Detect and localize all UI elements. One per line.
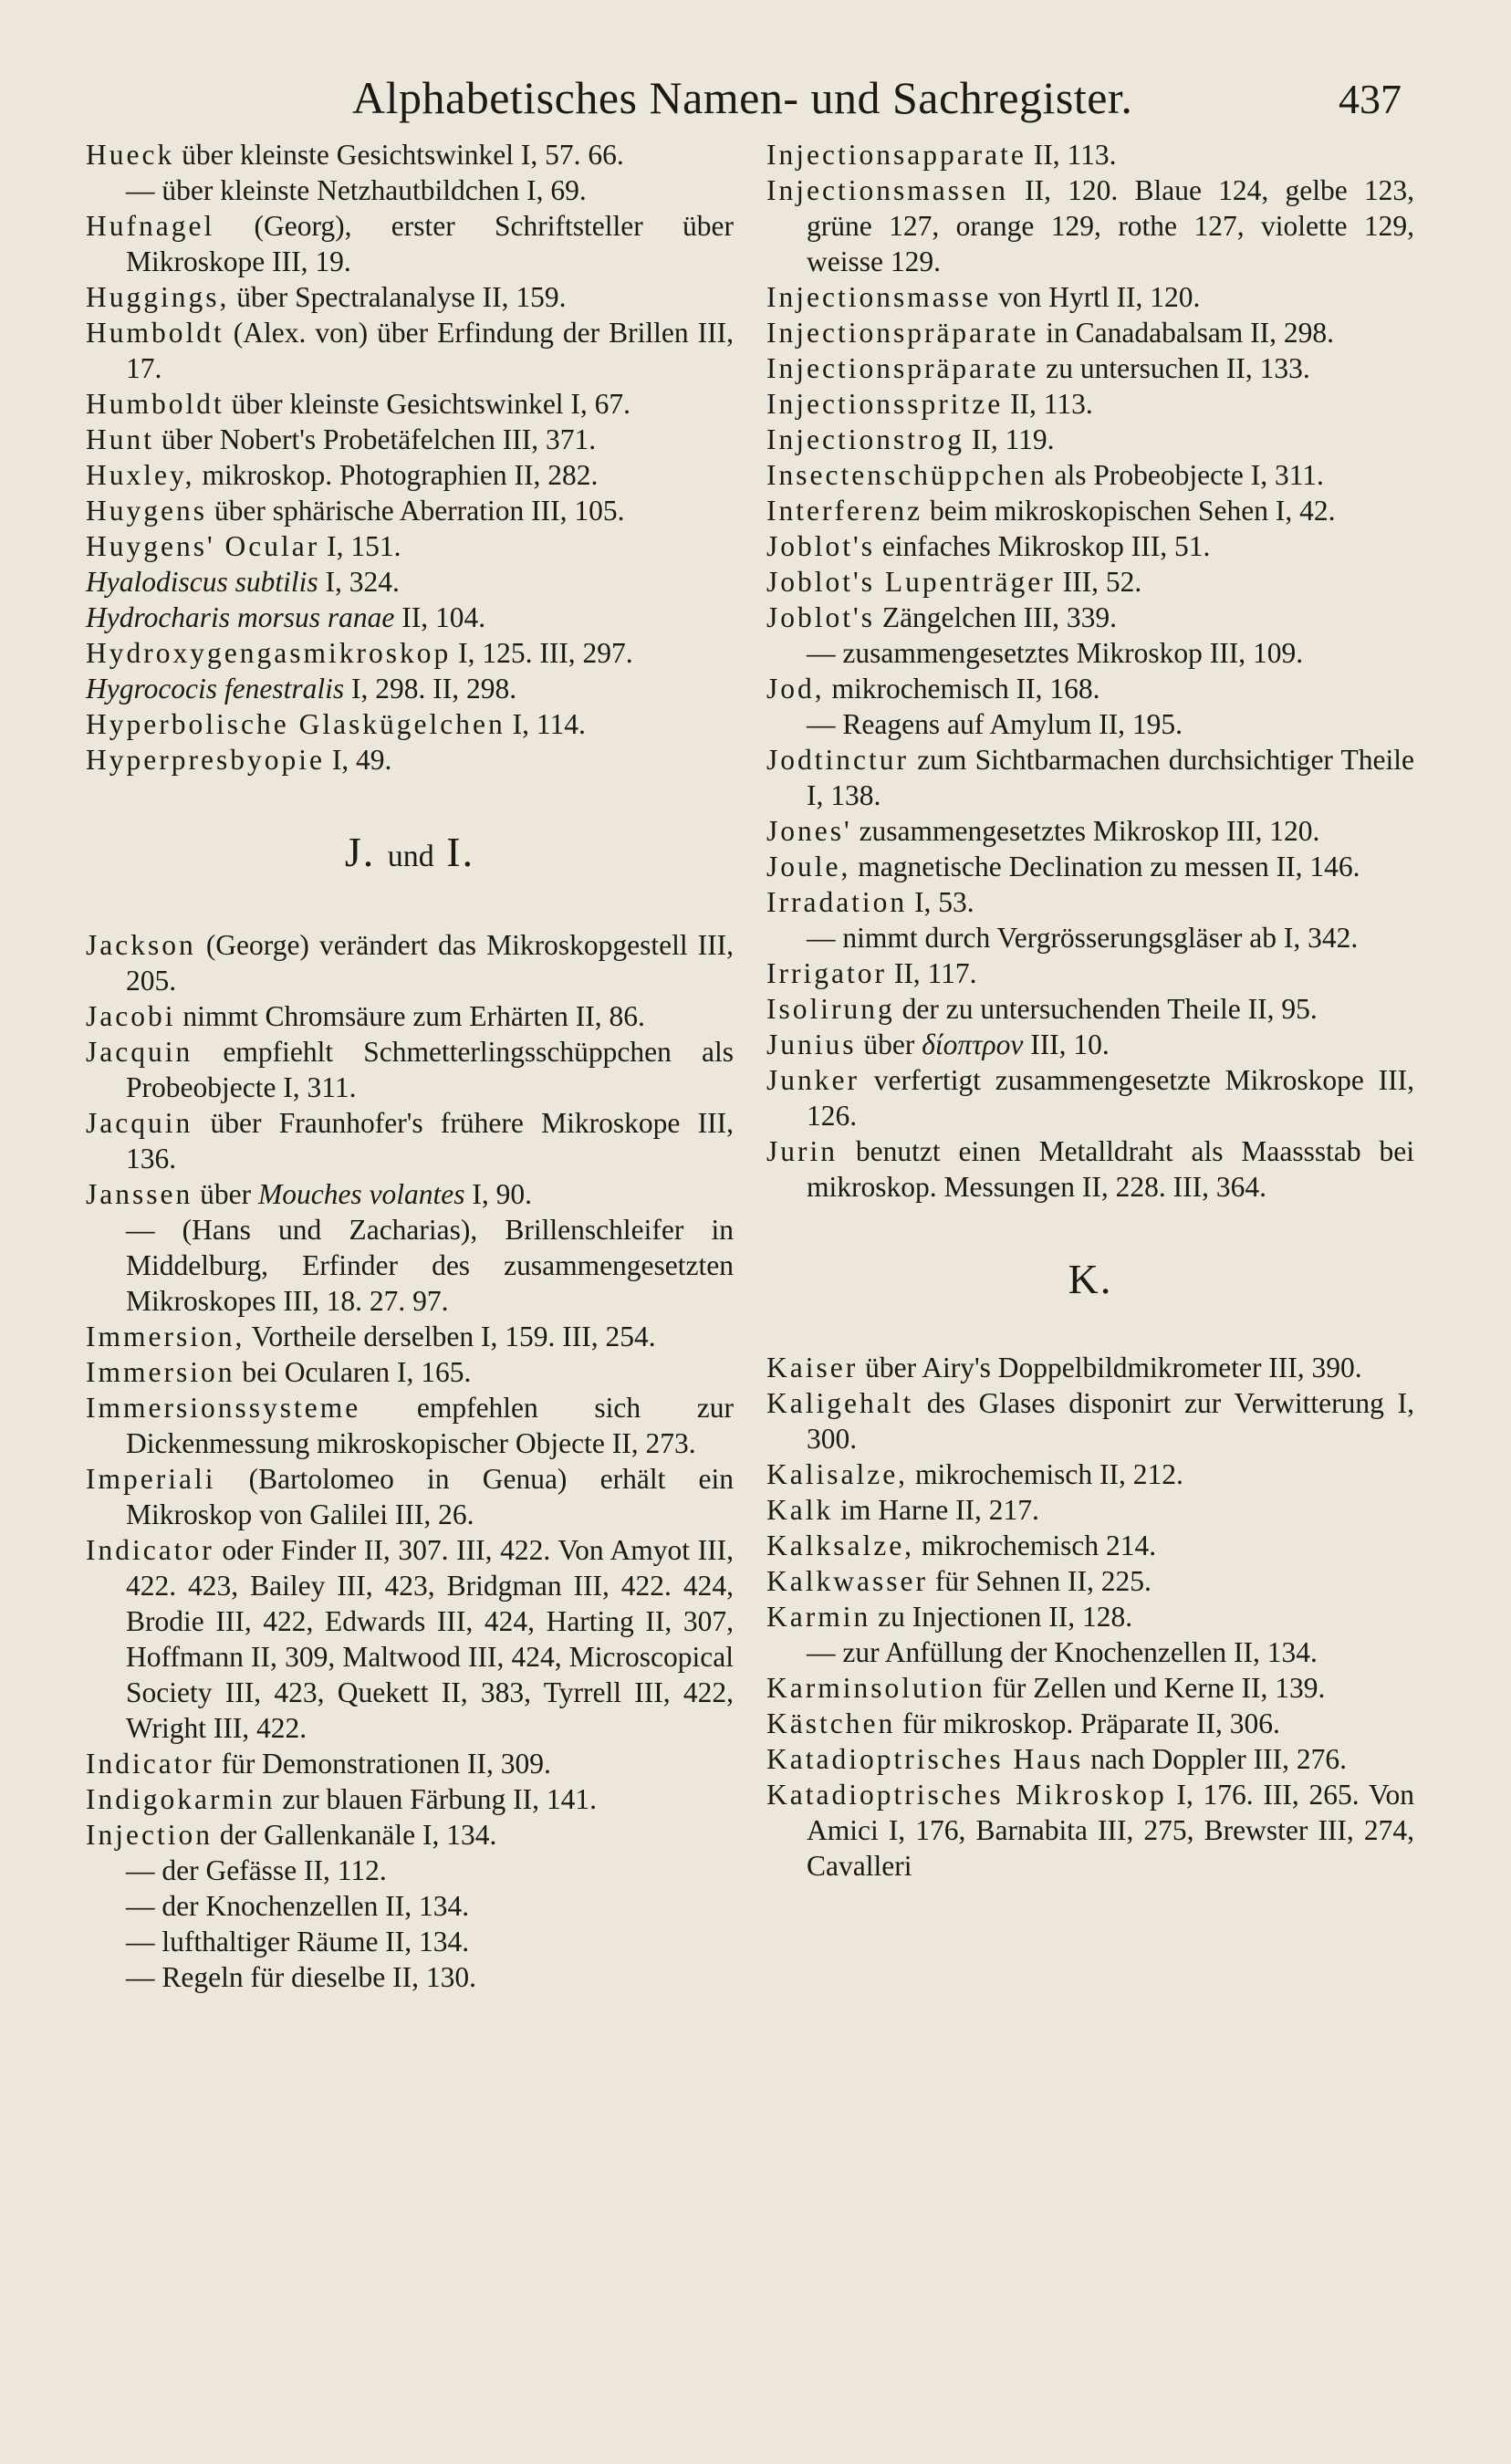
index-entry — [766, 172, 1414, 279]
index-entry — [766, 457, 1414, 493]
index-entry — [766, 1027, 1414, 1062]
entry-text: II, 104. — [394, 601, 486, 633]
entry-text: (Bartolomeo in Genua) erhält ein Mikroskop von Galilei III, 26. — [126, 1463, 734, 1530]
index-entry — [86, 706, 734, 742]
index-entry — [766, 813, 1414, 849]
entry-headword: Huggings, — [86, 281, 230, 313]
index-entry — [86, 671, 734, 706]
entry-text: I, 176. III, 265. Von Amici I, 176, Barnabita III, 275, Brewster III, 274, Cavalleri — [807, 1779, 1415, 1882]
entry-text: über sphärische Aberration III, 105. — [207, 495, 625, 527]
entry-text: magnetische Declination zu messen II, 146. — [850, 851, 1360, 882]
index-entry — [766, 1062, 1414, 1133]
running-title: Alphabetisches Namen- und Sachregister. — [352, 72, 1133, 123]
index-entry — [86, 742, 734, 778]
entry-text: I, 114. — [505, 708, 586, 740]
entry-headword: Immersionssysteme — [86, 1392, 361, 1424]
index-entry — [86, 600, 734, 635]
page-number: 437 — [1339, 76, 1402, 122]
index-entry — [766, 671, 1414, 706]
entry-text: zu untersuchen II, 133. — [1038, 352, 1310, 384]
entry-text: Vortheile derselben I, 159. III, 254. — [245, 1321, 656, 1352]
section-letter-k: K. — [1068, 1256, 1113, 1302]
index-entry — [86, 1746, 734, 1781]
entry-headword: Injectionspräparate — [766, 317, 1039, 349]
entry-headword: Isolirung — [766, 993, 895, 1025]
entry-text: — Reagens auf Amylum II, 195. — [807, 708, 1183, 740]
index-entry — [766, 1528, 1414, 1563]
entry-text: über kleinste Gesichtswinkel I, 57. 66. — [174, 139, 624, 171]
entry-headword: Hyperbolische Glaskügelchen — [86, 708, 505, 740]
entry-headword: Huxley, — [86, 459, 195, 491]
entry-text: mikroskop. Photographien II, 282. — [194, 459, 599, 491]
index-entry — [766, 706, 1414, 742]
entry-text: über Fraunhofer's frühere Mikroskope III, 136. — [126, 1107, 734, 1175]
entry-text: I, 90. — [464, 1178, 533, 1210]
index-entry — [86, 457, 734, 493]
entry-headword: Kalksalze, — [766, 1530, 915, 1561]
index-entry — [86, 528, 734, 564]
entry-text: zusammengesetztes Mikroskop III, 120. — [851, 815, 1320, 847]
index-entry — [766, 1706, 1414, 1741]
entry-text: — der Gefässe II, 112. — [126, 1854, 387, 1886]
index-entry — [766, 528, 1414, 564]
entry-text: II, 117. — [886, 957, 977, 989]
entry-headword: Hufnagel — [86, 210, 215, 242]
index-entry — [86, 137, 734, 172]
entry-headword: Jackson — [86, 929, 196, 961]
entry-headword: Jod, — [766, 673, 825, 705]
index-entry — [766, 635, 1414, 671]
left-column — [86, 137, 734, 1995]
index-entry — [766, 1634, 1414, 1670]
entry-text: im Harne II, 217. — [833, 1494, 1039, 1526]
entry-headword: Joule, — [766, 851, 851, 882]
entry-headword: Kaiser — [766, 1352, 859, 1383]
index-entry — [766, 422, 1414, 457]
index-entry — [766, 955, 1414, 991]
index-entry — [766, 137, 1414, 172]
entry-text: über Airy's Doppelbildmikrometer III, 390. — [858, 1352, 1362, 1383]
entry-text: I, 298. II, 298. — [344, 673, 517, 705]
entry-headword: Kaligehalt — [766, 1387, 914, 1419]
entry-text: (Georg), erster Schriftsteller über Mikroskope III, 19. — [126, 210, 734, 277]
entry-headword: Immersion — [86, 1356, 235, 1388]
entry-headword: Kalkwasser — [766, 1565, 928, 1597]
entry-text: III, 52. — [1055, 566, 1142, 598]
entry-text: oder Finder II, 307. III, 422. Von Amyot III, 422. 423, Bailey III, 423, Bridgman III, 422. 424, Brodie III, 422, Edwards III, 424, Harting II, 307, Hoffmann II, 309, Maltwood III, 424, Microscopical Society III, 423, Quekett II, 383, Tyrrell III, 422, Wright III, 422. — [126, 1534, 734, 1744]
entry-text: mikrochemisch II, 168. — [824, 673, 1100, 705]
entry-headword: Kalisalze, — [766, 1458, 909, 1490]
entry-headword: Injectionstrog — [766, 423, 964, 455]
entry-text: zum Sichtbarmachen durchsichtiger Theile I, 138. — [807, 744, 1414, 811]
index-entry — [766, 279, 1414, 315]
entry-headword: Hueck — [86, 139, 175, 171]
entry-headword: Injectionsapparate — [766, 139, 1026, 171]
entry-text: benutzt einen Metalldraht als Maassstab bei mikroskop. Messungen II, 228. III, 364. — [807, 1135, 1414, 1203]
index-entry — [86, 1390, 734, 1461]
entry-text: als Probeobjecte I, 311. — [1047, 459, 1324, 491]
index-entry — [86, 1532, 734, 1746]
index-entry — [766, 1133, 1414, 1205]
entry-text: III, 10. — [1023, 1028, 1110, 1060]
index-entry — [86, 172, 734, 208]
entry-text: zu Injectionen II, 128. — [870, 1601, 1133, 1633]
entry-text: empfehlen sich zur Dickenmessung mikroskopischer Objecte II, 273. — [126, 1392, 734, 1459]
entry-headword: Injectionsmasse — [766, 281, 992, 313]
entry-headword: Katadioptrisches Mikroskop — [766, 1779, 1167, 1811]
index-entry — [86, 422, 734, 457]
index-entry — [766, 991, 1414, 1027]
entry-text: mikrochemisch II, 212. — [908, 1458, 1183, 1490]
entry-text: — zusammengesetztes Mikroskop III, 109. — [807, 637, 1304, 669]
index-entry — [86, 279, 734, 315]
entry-headword: Karmin — [766, 1601, 871, 1633]
entry-headword: Joblot's — [766, 530, 875, 562]
entry-text: II, 113. — [1026, 139, 1117, 171]
page-header — [88, 71, 1402, 135]
section-heading-k — [766, 1256, 1414, 1302]
index-entry — [86, 1888, 734, 1924]
index-entry — [86, 208, 734, 279]
index-entry — [86, 386, 734, 422]
entry-headword: Humboldt — [86, 317, 224, 349]
index-entry — [86, 998, 734, 1034]
entry-headword: Irrigator — [766, 957, 887, 989]
entry-headword-italic: Hygrococis fenestralis — [86, 673, 345, 705]
entry-text: empfiehlt Schmetterlingsschüppchen als Probeobjecte I, 311. — [126, 1036, 734, 1103]
index-entry — [86, 1959, 734, 1995]
entry-text: verfertigt zusammengesetzte Mikroskope III, 126. — [807, 1064, 1414, 1132]
entry-headword: Jones' — [766, 815, 852, 847]
index-entry — [766, 1385, 1414, 1456]
entry-text: (Alex. von) über Erfindung der Brillen III, 17. — [126, 317, 734, 384]
index-entry — [766, 742, 1414, 813]
index-entry — [766, 1456, 1414, 1492]
index-entry — [86, 493, 734, 528]
entry-headword: Kalk — [766, 1494, 834, 1526]
entry-text: über — [856, 1028, 922, 1060]
index-entry — [86, 1034, 734, 1105]
entry-text: I, 151. — [319, 530, 401, 562]
index-entry — [766, 849, 1414, 884]
left-entries-h — [86, 137, 734, 778]
entry-headword: Humboldt — [86, 388, 224, 420]
entry-headword: Karminsolution — [766, 1672, 985, 1704]
entry-text: zur blauen Färbung II, 141. — [275, 1783, 597, 1815]
entry-text: (George) verändert das Mikroskopgestell III, 205. — [126, 929, 734, 997]
right-entries-k — [766, 1350, 1414, 1884]
entry-text: Zängelchen III, 339. — [874, 601, 1117, 633]
entry-text: für Demonstrationen II, 309. — [214, 1748, 551, 1780]
entry-text: nimmt Chromsäure zum Erhärten II, 86. — [175, 1000, 645, 1032]
entry-headword: Junius — [766, 1028, 857, 1060]
entry-text: — (Hans und Zacharias), Brillenschleifer in Middelburg, Erfinder des zusammengesetzten Mikroskopes III, 18. 27. 97. — [126, 1214, 734, 1317]
entry-text: I, 53. — [907, 886, 974, 918]
entry-headword: Indicator — [86, 1534, 214, 1566]
entry-text: über kleinste Gesichtswinkel I, 67. — [224, 388, 631, 420]
index-entry — [86, 1354, 734, 1390]
entry-headword: Huygens' Ocular — [86, 530, 320, 562]
entry-headword: Katadioptrisches Haus — [766, 1743, 1084, 1775]
entry-text: für mikroskop. Präparate II, 306. — [895, 1707, 1280, 1739]
entry-headword: Injection — [86, 1819, 213, 1851]
index-entry — [86, 1817, 734, 1853]
entry-headword: Junker — [766, 1064, 860, 1096]
index-entry — [86, 1781, 734, 1817]
entry-headword-italic: Hyalodiscus subtilis — [86, 566, 318, 598]
index-entry — [86, 315, 734, 386]
entry-text: I, 125. III, 297. — [451, 637, 633, 669]
entry-headword: Kästchen — [766, 1707, 896, 1739]
index-entry — [766, 493, 1414, 528]
section-letter-j: J. — [344, 829, 376, 875]
entry-text: — Regeln für dieselbe II, 130. — [126, 1961, 477, 1993]
index-entry — [86, 564, 734, 600]
left-entries-j — [86, 927, 734, 1995]
entry-text: für Sehnen II, 225. — [927, 1565, 1151, 1597]
entry-headword: Jacquin — [86, 1036, 193, 1068]
entry-headword: Imperiali — [86, 1463, 216, 1495]
entry-text: nach Doppler III, 276. — [1083, 1743, 1347, 1775]
entry-headword: Irradation — [766, 886, 908, 918]
entry-text: über Spectralanalyse II, 159. — [229, 281, 567, 313]
index-entry — [766, 1599, 1414, 1634]
index-entry — [766, 1563, 1414, 1599]
entry-headword-italic: Hydrocharis morsus ranae — [86, 601, 395, 633]
index-entry — [766, 600, 1414, 635]
index-entry — [766, 564, 1414, 600]
entry-text: I, 49. — [324, 744, 392, 776]
entry-headword: Indigokarmin — [86, 1783, 276, 1815]
entry-text: II, 113. — [1003, 388, 1093, 420]
entry-text: II, 119. — [964, 423, 1055, 455]
entry-headword: Indicator — [86, 1748, 214, 1780]
entry-text: — der Knochenzellen II, 134. — [126, 1890, 470, 1922]
entry-text: — nimmt durch Vergrösserungsgläser ab I, 342. — [807, 922, 1359, 954]
index-entry — [86, 1105, 734, 1176]
entry-headword: Jurin — [766, 1135, 838, 1167]
entry-text: der zu untersuchenden Theile II, 95. — [894, 993, 1318, 1025]
entry-headword: Jodtinctur — [766, 744, 909, 776]
entry-headword: Insectenschüppchen — [766, 459, 1047, 491]
entry-headword: Huygens — [86, 495, 207, 527]
index-entry — [86, 1853, 734, 1888]
entry-text: für Zellen und Kerne II, 139. — [985, 1672, 1326, 1704]
index-entry — [86, 1176, 734, 1212]
entry-text: über Nobert's Probetäfelchen III, 371. — [154, 423, 597, 455]
entry-headword: Injectionspräparate — [766, 352, 1039, 384]
entry-italic-text: Mouches volantes — [257, 1178, 465, 1210]
entry-text: einfaches Mikroskop III, 51. — [874, 530, 1211, 562]
entry-headword: Injectionsmassen — [766, 174, 1008, 206]
entry-text: der Gallenkanäle I, 134. — [212, 1819, 497, 1851]
section-und: und — [387, 840, 434, 873]
index-entry — [766, 350, 1414, 386]
entry-text: mikrochemisch 214. — [914, 1530, 1157, 1561]
entry-text: bei Ocularen I, 165. — [234, 1356, 472, 1388]
index-entry — [86, 1461, 734, 1532]
right-entries-i — [766, 137, 1414, 1205]
index-entry — [86, 1319, 734, 1354]
index-entry — [766, 1741, 1414, 1777]
entry-headword: Janssen — [86, 1178, 193, 1210]
entry-text: I, 324. — [318, 566, 400, 598]
index-entry — [86, 927, 734, 998]
index-entry — [86, 1212, 734, 1319]
index-entry — [766, 920, 1414, 955]
index-entry — [86, 635, 734, 671]
entry-greek-text: δίοπτρον — [922, 1028, 1024, 1060]
index-entry — [766, 1492, 1414, 1528]
entry-headword: Jacobi — [86, 1000, 176, 1032]
index-entry — [766, 1777, 1414, 1884]
entry-headword: Interferenz — [766, 495, 923, 527]
entry-text: — zur Anfüllung der Knochenzellen II, 134. — [807, 1636, 1318, 1668]
index-entry — [766, 1670, 1414, 1706]
entry-text: beim mikroskopischen Sehen I, 42. — [922, 495, 1336, 527]
entry-headword: Joblot's Lupenträger — [766, 566, 1056, 598]
entry-text: von Hyrtl II, 120. — [991, 281, 1201, 313]
entry-headword: Immersion, — [86, 1321, 245, 1352]
index-columns — [86, 137, 1415, 2418]
entry-headword: Joblot's — [766, 601, 875, 633]
entry-text: des Glases disponirt zur Verwitterung I, 300. — [807, 1387, 1414, 1455]
entry-headword: Jacquin — [86, 1107, 193, 1139]
entry-headword: Hydroxygengasmikroskop — [86, 637, 452, 669]
section-heading-j — [86, 829, 734, 875]
section-letter-i: I. — [446, 829, 475, 875]
index-entry — [86, 1924, 734, 1959]
right-column — [766, 137, 1414, 1884]
entry-headword: Hunt — [86, 423, 154, 455]
entry-headword: Injectionsspritze — [766, 388, 1004, 420]
entry-headword: Hyperpresbyopie — [86, 744, 325, 776]
entry-text: — lufthaltiger Räume II, 134. — [126, 1926, 470, 1958]
index-entry — [766, 1350, 1414, 1385]
entry-text: in Canadabalsam II, 298. — [1038, 317, 1335, 349]
index-entry — [766, 315, 1414, 350]
index-entry — [766, 884, 1414, 920]
entry-text: II, 120. Blaue 124, gelbe 123, grüne 127, orange 129, rothe 127, violette 129, weisse 129. — [807, 174, 1414, 277]
index-entry — [766, 386, 1414, 422]
entry-text: über — [193, 1178, 258, 1210]
entry-text: — über kleinste Netzhautbildchen I, 69. — [126, 174, 587, 206]
